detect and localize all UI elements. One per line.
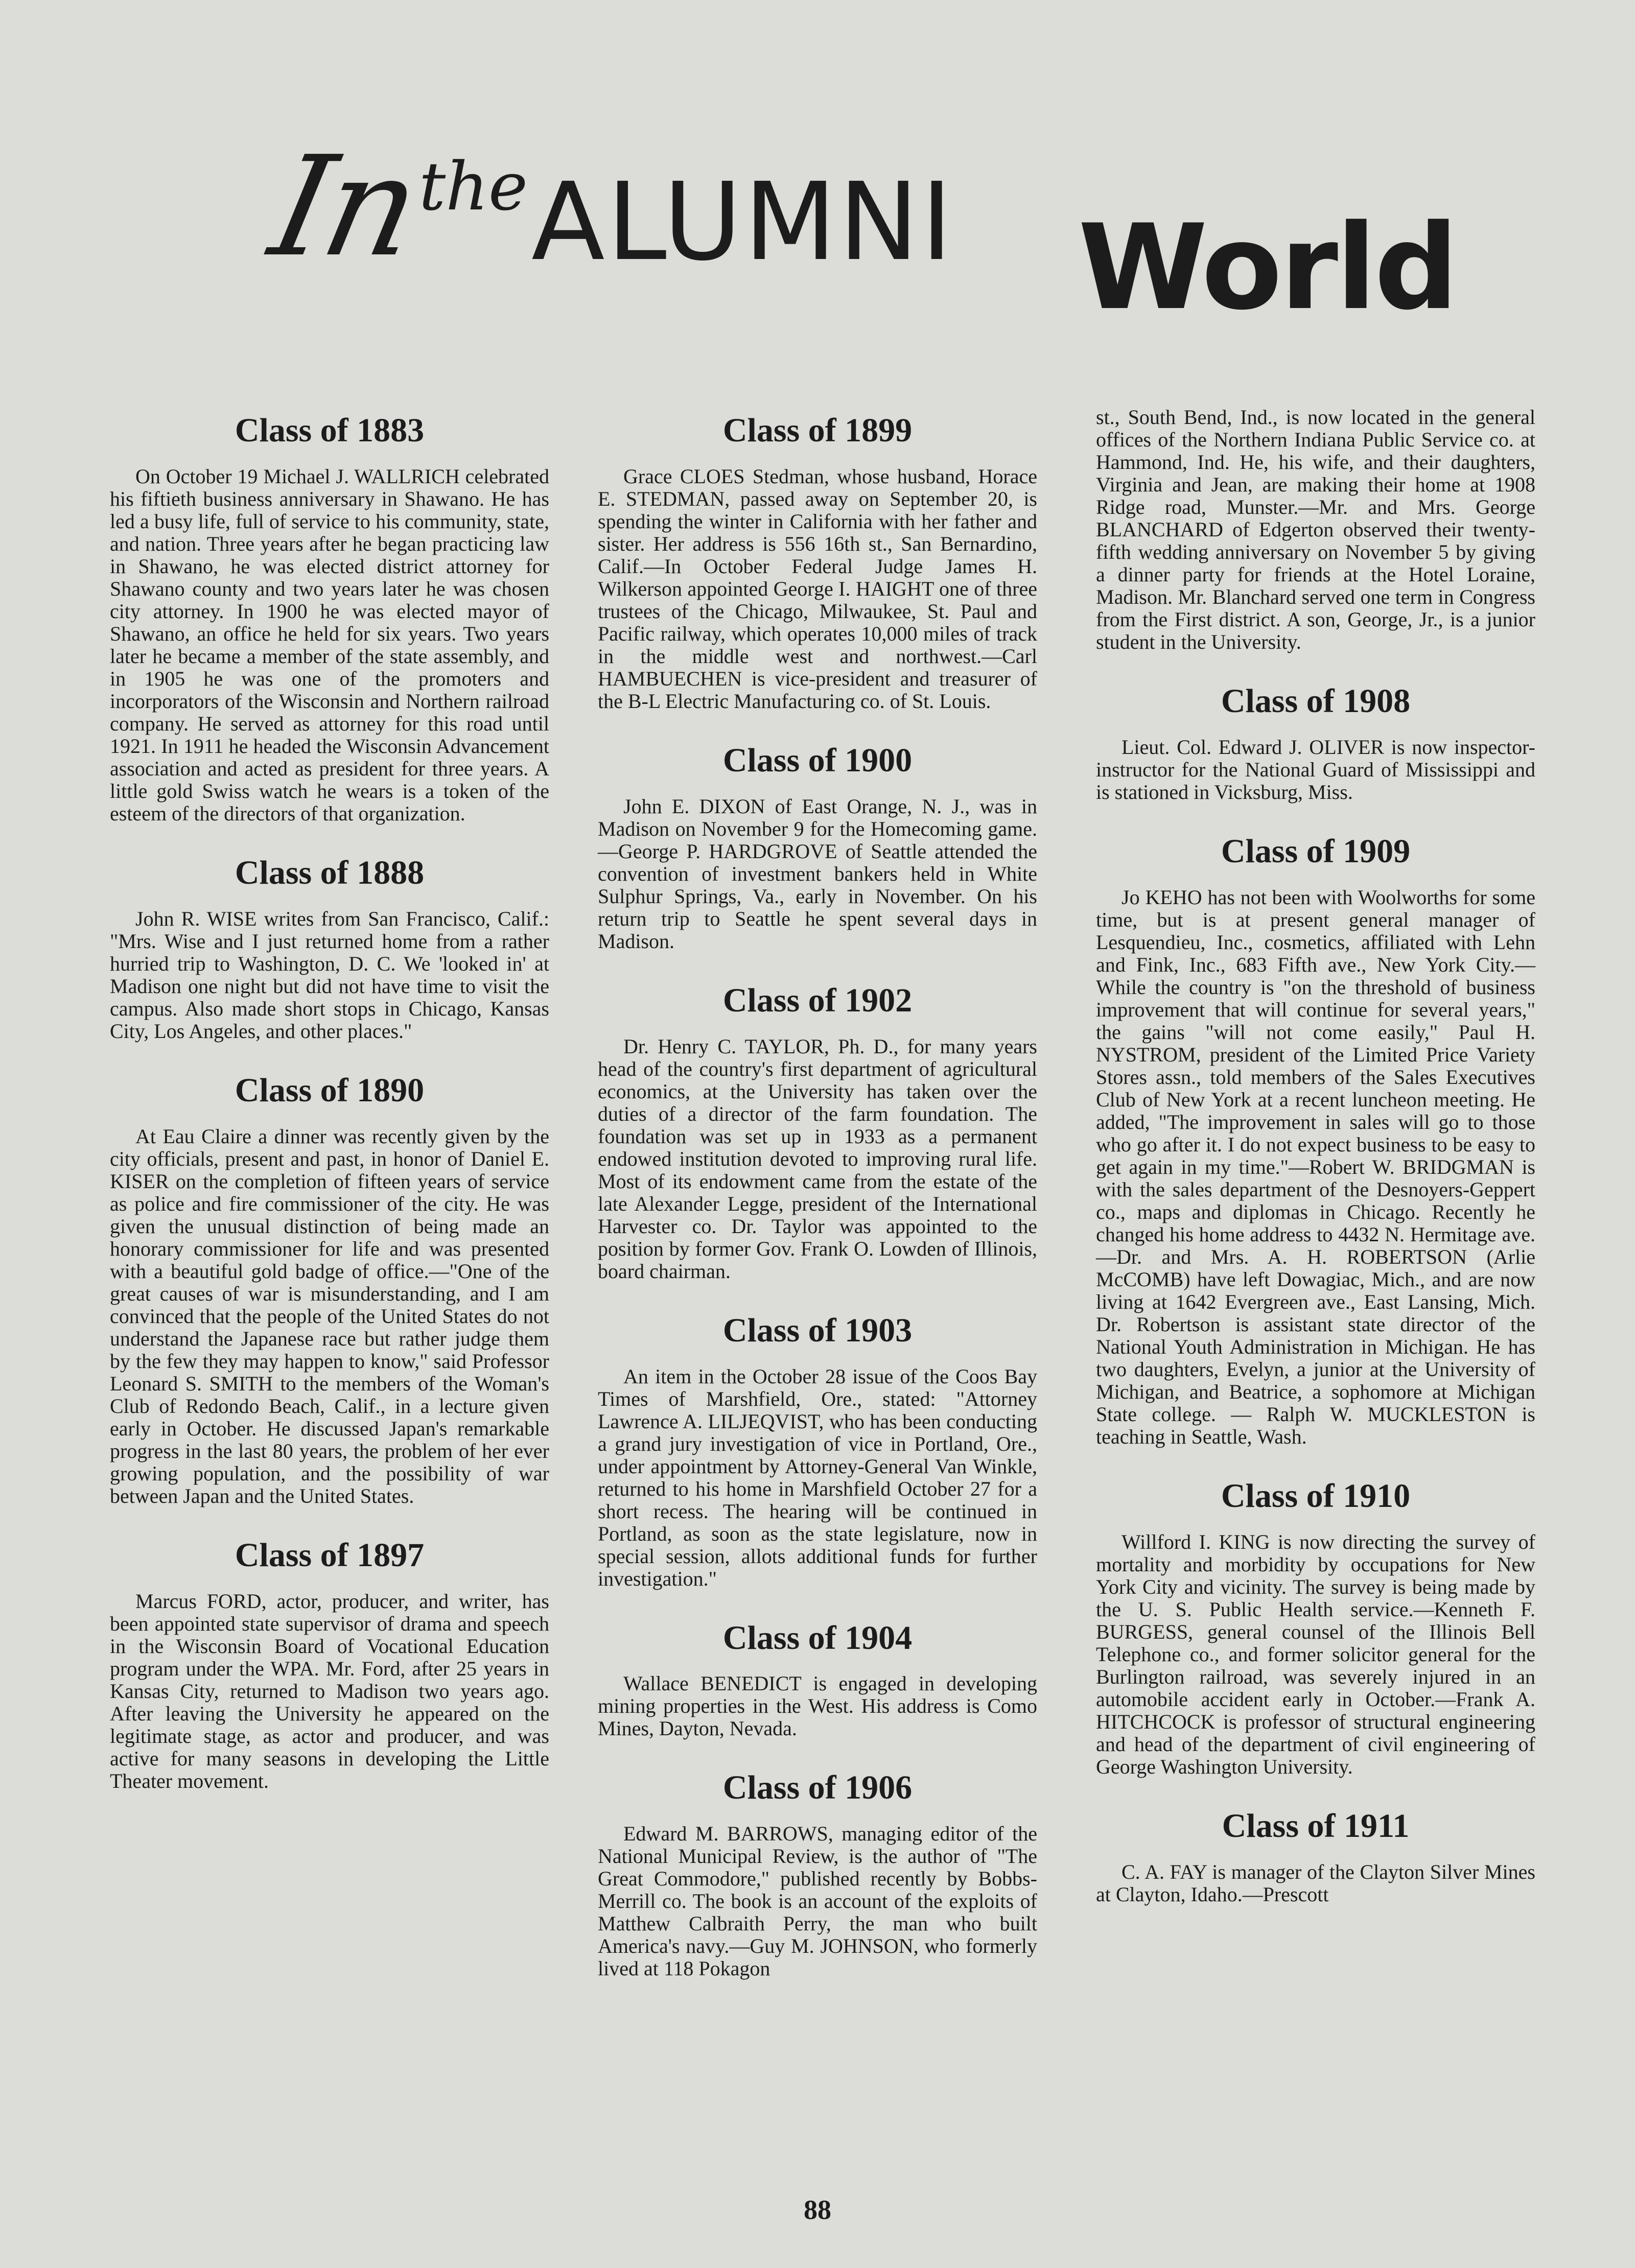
masthead-the: the xyxy=(419,148,528,225)
class-text: Wallace BENEDICT is engaged in developing mining properties in the West. His address is Como Mines, Dayton, Nevada. xyxy=(598,1672,1037,1740)
class-heading: Class of 1909 xyxy=(1221,832,1411,870)
class-heading: Class of 1908 xyxy=(1221,682,1411,720)
masthead-alumni: ALUMNI xyxy=(531,159,955,285)
class-entry-1903 xyxy=(598,1311,1037,1590)
column-1 xyxy=(110,406,549,1821)
class-text: At Eau Claire a dinner was recently given by the city officials, present and past, in honor of Daniel E. KISER on the completion of fifteen years of service as police and fire commissioner of the city. He was given the unusual distinction of being made an honorary commissioner for life and was presented with a beautiful gold badge of office.—"One of the great causes of war is misunderstanding, and I am convinced that the people of the United States do not understand the Japanese race but rather judge them by the few they may happen to know," said Professor Leonard S. SMITH to the members of the Woman's Club of Redondo Beach, Calif., in a lecture given early in October. He discussed Japan's remarkable progress in the last 80 years, the problem of her ever growing population, and the possibility of war between Japan and the United States. xyxy=(110,1124,549,1507)
class-text: Dr. Henry C. TAYLOR, Ph. D., for many years head of the country's first department of agricultural economics, at the University has taken over the duties of a director of the farm foundation. The foundation was set up in 1933 as a permanent endowed institution devoted to improving rural life. Most of its endowment came from the estate of the late Alexander Legge, president of the International Harvester co. Dr. Taylor was appointed to the position by former Gov. Frank O. Lowden of Illinois, board chairman. xyxy=(598,1034,1037,1283)
column-3 xyxy=(1096,406,1535,1934)
continued-text: st., South Bend, Ind., is now located in the general offices of the Northern Indiana Public Service co. at Hammond, Ind. He, his wife, and their daughters, Virginia and Jean, are making their home at 1908 Ridge road, Munster.—Mr. and Mrs. George BLANCHARD of Edgerton observed their twenty-fifth wedding anniversary on November 5 by giving a dinner party for friends at the Hotel Loraine, Madison. Mr. Blanchard served one term in Congress from the First district. A son, George, Jr., is a junior student in the University. xyxy=(1096,406,1535,653)
class-entry-1908 xyxy=(1096,682,1535,804)
class-heading: Class of 1883 xyxy=(235,412,425,449)
class-entry-1899 xyxy=(598,411,1037,713)
class-text: John R. WISE writes from San Francisco, Calif.: "Mrs. Wise and I just returned home from a rather hurried trip to Washington, D. C. We 'looked in' at Madison one night but did not have time to visit the campus. Also made short stops in Chicago, Kansas City, Los Angeles, and other places." xyxy=(110,907,549,1043)
class-entry-1900 xyxy=(598,741,1037,953)
class-entry-1904 xyxy=(598,1619,1037,1740)
class-text: On October 19 Michael J. WALLRICH celebrated his fiftieth business anniversary in Shawano. He has led a busy life, full of service to his community, state, and nation. Three years after he began practicing law in Shawano, he was elected district attorney for Shawano county and two years later he was chosen city attorney. In 1900 he was elected mayor of Shawano, an office he held for six years. Two years later he became a member of the state assembly, and in 1905 he was one of the promoters and incorporators of the Wisconsin and Northern railroad company. He served as attorney for this road until 1921. In 1911 he headed the Wisconsin Advancement association and acted as president for three years. A little gold Swiss watch he wears is a token of the esteem of the directors of that organization. xyxy=(110,464,549,825)
class-text: Grace CLOES Stedman, whose husband, Horace E. STEDMAN, passed away on September 20, is spending the winter in California with her father and sister. Her address is 556 16th st., San Bernardino, Calif.—In October Federal Judge James H. Wilkerson appointed George I. HAIGHT one of three trustees of the Chicago, Milwaukee, St. Paul and Pacific railway, which operates 10,000 miles of track in the middle west and northwest.—Carl HAMBUECHEN is vice-president and treasurer of the B-L Electric Manufacturing co. of St. Louis. xyxy=(598,464,1037,713)
class-heading: Class of 1906 xyxy=(722,1769,913,1807)
continued-text-block xyxy=(1096,406,1535,653)
class-heading: Class of 1899 xyxy=(722,412,913,449)
class-heading: Class of 1904 xyxy=(722,1619,913,1657)
class-heading: Class of 1890 xyxy=(235,1071,425,1109)
page-number: 88 xyxy=(804,2194,831,2225)
class-heading: Class of 1911 xyxy=(1222,1807,1410,1845)
class-heading: Class of 1897 xyxy=(235,1536,425,1574)
masthead-in: In xyxy=(259,126,431,287)
class-entry-1909 xyxy=(1096,832,1535,1448)
class-entry-1906 xyxy=(598,1768,1037,1980)
class-heading: Class of 1903 xyxy=(722,1311,913,1349)
class-entry-1888 xyxy=(110,854,549,1043)
class-text: Jo KEHO has not been with Woolworths for some time, but is at present general manager of Lesquendieu, Inc., cosmetics, affiliated with Lehn and Fink, Inc., 683 Fifth ave., New York City.—While the country is "on the threshold of business improvement that will continue for several years," the gains "will not come easily," Paul H. NYSTROM, president of the Limited Price Variety Stores assn., told members of the Sales Executives Club of New York at a recent luncheon meeting. He added, "The improvement in sales will go to those who go after it. I do not expect business to be easy to get again in my time."—Robert W. BRIDGMAN is with the sales department of the Desnoyers-Geppert co., maps and diplomas in Chicago. Recently he changed his home address to 4432 N. Hermitage ave.—Dr. and Mrs. A. H. ROBERTSON (Arlie McCOMB) have left Dowagiac, Mich., and are now living at 1642 Evergreen ave., East Lansing, Mich. Dr. Robertson is assistant state director of the National Youth Administration in Michigan. He has two daughters, Evelyn, a junior at the University of Michigan, and Beatrice, a sophomore at Michigan State college. — Ralph W. MUCKLESTON is teaching in Seattle, Wash. xyxy=(1096,885,1535,1448)
class-text: John E. DIXON of East Orange, N. J., was in Madison on November 9 for the Homecoming game.—George P. HARDGROVE of Seattle attended the convention of investment bankers held in White Sulphur Springs, Va., early in November. On his return trip to Seattle he spent several days in Madison. xyxy=(598,794,1037,953)
class-heading: Class of 1902 xyxy=(722,981,913,1019)
class-text: Willford I. KING is now directing the survey of mortality and morbidity by occupations for New York City and vicinity. The survey is being made by the U. S. Public Health service.—Kenneth F. BURGESS, general counsel of the Illinois Bell Telephone co., and former solicitor general for the Burlington railroad, was severely injured in an automobile accident early in October.—Frank A. HITCHCOCK is professor of structural engineering and head of the department of civil engineering of George Washington University. xyxy=(1096,1530,1535,1778)
masthead xyxy=(230,123,1456,347)
class-entry-1910 xyxy=(1096,1477,1535,1778)
class-heading: Class of 1900 xyxy=(722,741,913,779)
class-text: Lieut. Col. Edward J. OLIVER is now inspector-instructor for the National Guard of Mississippi and is stationed in Vicksburg, Miss. xyxy=(1096,735,1535,804)
class-text: An item in the October 28 issue of the Coos Bay Times of Marshfield, Ore., stated: "Attorney Lawrence A. LILJEQVIST, who has been conducting a grand jury investigation of vice in Portland, Ore., under appointment by Attorney-General Van Winkle, returned to his home in Marshfield October 27 for a short recess. The hearing will be continued in Portland, as soon as the state legislature, now in special session, allots additional funds for further investigation." xyxy=(598,1364,1037,1590)
class-text: C. A. FAY is manager of the Clayton Silver Mines at Clayton, Idaho.—Prescott xyxy=(1096,1860,1535,1906)
class-text: Edward M. BARROWS, managing editor of the National Municipal Review, is the author of "The Great Commodore," published recently by Bobbs-Merrill co. The book is an account of the exploits of Matthew Calbraith Perry, the man who built America's navy.—Guy M. JOHNSON, who formerly lived at 118 Pokagon xyxy=(598,1822,1037,1980)
class-text: Marcus FORD, actor, producer, and writer, has been appointed state supervisor of drama and speech in the Wisconsin Board of Vocational Education program under the WPA. Mr. Ford, after 25 years in Kansas City, returned to Madison two years ago. After leaving the University he appeared on the legitimate stage, as actor and producer, and was active for many seasons in developing the Little Theater movement. xyxy=(110,1589,549,1792)
class-entry-1883 xyxy=(110,411,549,825)
class-heading: Class of 1888 xyxy=(235,854,425,891)
class-entry-1890 xyxy=(110,1071,549,1507)
masthead-world: World xyxy=(1078,200,1457,336)
class-entry-1911 xyxy=(1096,1807,1535,1906)
class-heading: Class of 1910 xyxy=(1221,1477,1411,1515)
column-2 xyxy=(598,406,1037,2009)
class-entry-1897 xyxy=(110,1536,549,1792)
class-entry-1902 xyxy=(598,981,1037,1283)
